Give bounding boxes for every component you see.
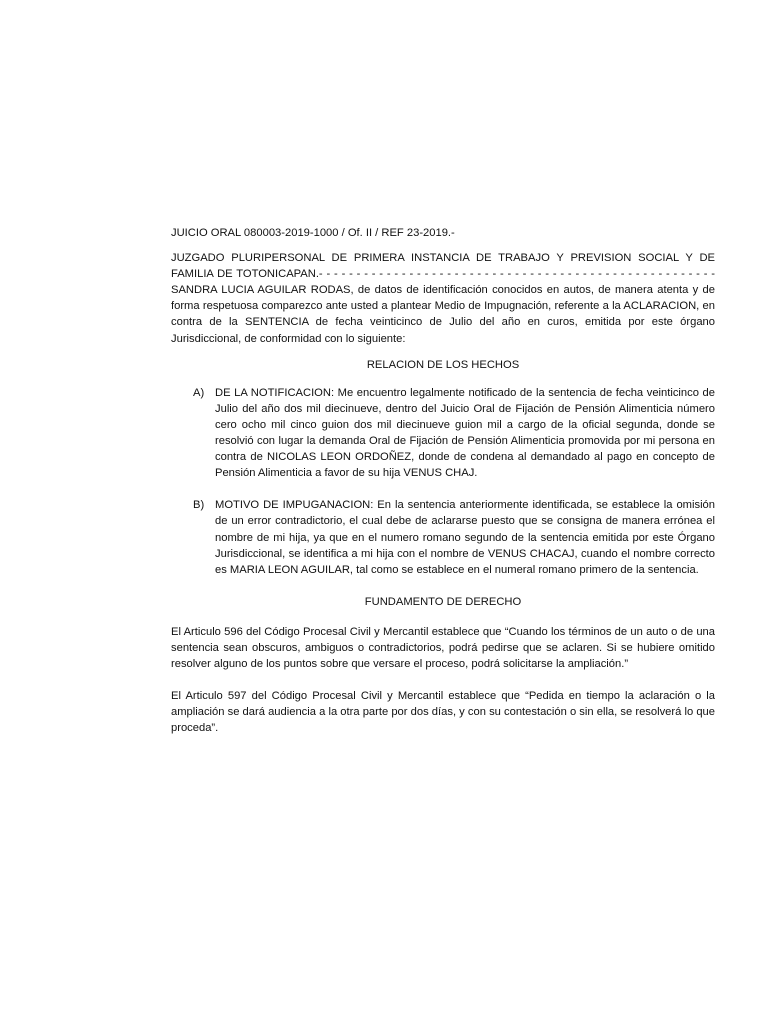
list-item-a (171, 385, 715, 482)
article-597-paragraph: El Articulo 597 del Código Procesal Civil y Mercantil establece que “Pedida en tiempo la aclaración o la ampliación se dará audiencia a la otra parte por dos días, y con su contestación o sin ella, se resolverá lo que proceda”. (171, 690, 715, 735)
list-marker-b: B) (193, 499, 205, 512)
list-item-b (171, 497, 715, 577)
intro-paragraph: JUZGADO PLURIPERSONAL DE PRIMERA INSTANCIA DE TRABAJO Y PREVISION SOCIAL Y DE FAMILIA DE TOTONICAPAN.- - - - - - - - - - - - - - - - - - - - - - - - - - - - - - - - - - - - - - - - - - - - - - - - - - - - - SANDRA LUCIA AGUILAR RODAS, de datos de identificación conocidos en autos, de manera atenta y de forma respetuosa comparezco ante usted a plantear Medio de Impugnación, referente a la ACLARACION, en contra de la SENTENCIA de fecha veinticinco de Julio del año en curos, emitida por este órgano Jurisdiccional, de conformidad con lo siguiente: (171, 252, 715, 345)
list-marker-a: A) (193, 386, 205, 399)
heading-facts: RELACION DE LOS HECHOS (366, 358, 520, 371)
heading-law: FUNDAMENTO DE DERECHO (364, 595, 522, 608)
document-page (171, 225, 715, 752)
article-596-paragraph: El Articulo 596 del Código Procesal Civil y Mercantil establece que “Cuando los términos de un auto o de una sentencia sean obscuros, ambiguos o contradictorios, podrá pedirse que se aclaren. Si se hubiere omitido resolver alguno de los puntos sobre que versare el proceso, podrá solicitarse la ampliación.” (171, 625, 715, 671)
item-b-text: MOTIVO DE IMPUGANACION: En la sentencia anteriormente identificada, se establece la omisión de un error contradictorio, el cual debe de aclararse puesto que se consigna de manera errónea el nombre de mi hija, ya que en el numero romano segundo de la sentencia emitida por este Órgano Jurisdiccional, se identifica a mi hija con el nombre de VENUS CHACAJ, cuando el nombre correcto es MARIA LEON AGUILAR, tal como se establece en el numeral romano primero de la sentencia. (215, 499, 715, 576)
item-a-text: DE LA NOTIFICACION: Me encuentro legalmente notificado de la sentencia de fecha veinticinco de Julio del año dos mil diecinueve, dentro del Juicio Oral de Fijación de Pensión Alimenticia número cero ocho mil cinco guion dos mil diecinueve guion mil a cargo de la oficial segunda, donde se resolvió con lugar la demanda Oral de Fijación de Pensión Alimenticia promovida por mi persona en contra de NICOLAS LEON ORDOÑEZ, donde de condena al demandado al pago en concepto de Pensión Alimenticia a favor de su hija VENUS CHAJ. (215, 386, 715, 480)
case-reference: JUICIO ORAL 080003-2019-1000 / Of. II / REF 23-2019.- (171, 227, 455, 239)
